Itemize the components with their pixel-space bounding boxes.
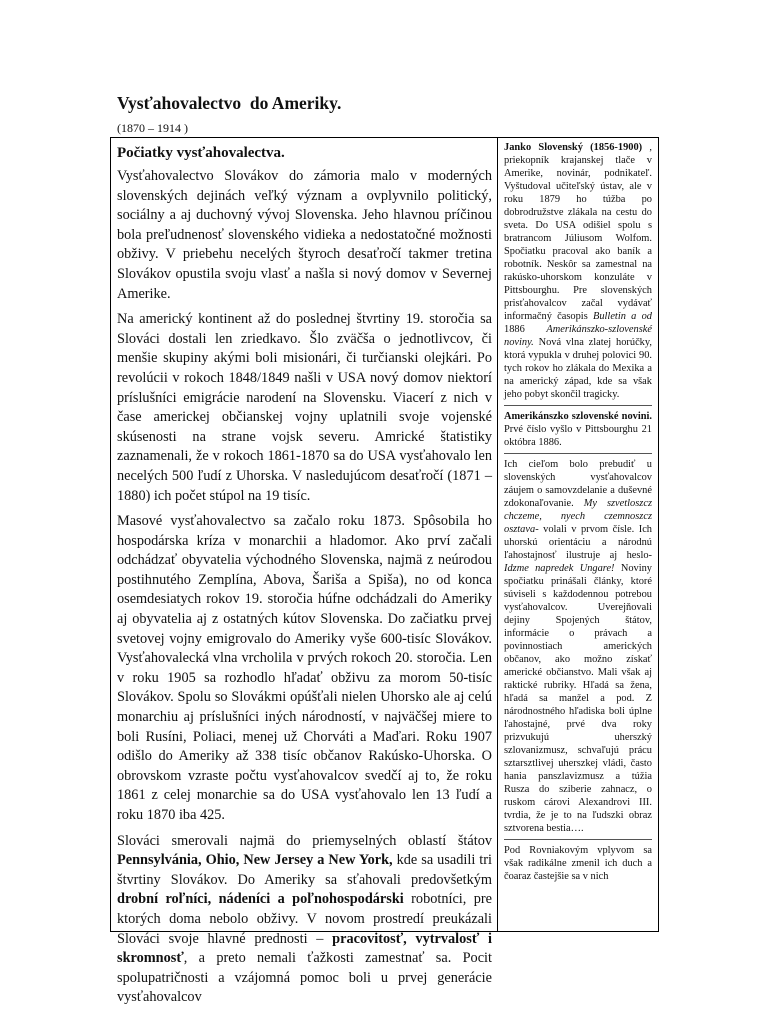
sidebar-column bbox=[498, 138, 658, 931]
sidebar-last: Pod Rovniakovým vplyvom sa však radikálne zmenil ich duch a čoaraz častejšie sa v nich bbox=[504, 839, 652, 883]
aims-motto-1: My szvetloszcz chczeme, nyech czemnoszcz osztava bbox=[504, 498, 652, 535]
bio-name: Janko Slovenský (1856-1900) bbox=[504, 142, 643, 153]
aims-text-b: - volali v prvom čísle. Ich uhorskú orientáciu a národnú ľahostajnosť ilustruje aj heslo- bbox=[504, 524, 652, 561]
news-heading: Amerikánszko szlovenské novini. bbox=[504, 411, 652, 422]
bio-text-c: Nová vlna zlatej horúčky, ktorá vypukla v druhej polovici 90. tych rokov ho zlákala do Mexika a na americký západ, kde sa však jeho pobyt skončil tragicky. bbox=[504, 337, 652, 400]
section-heading: Počiatky vysťahovalectva. bbox=[117, 145, 285, 161]
news-text: Prvé číslo vyšlo v Pittsbourghu 21 októbra 1886. bbox=[504, 424, 652, 448]
paragraph-1: Vysťahovalectvo Slovákov do zámoria malo v moderných slovenských dejinách veľký význam a ovplyvnilo politický, sociálny a aj duchovný vývoj Slovenska. Jeho hlavnou príčinou bola preľudnenosť slovenského vidieka a nedostatočné možnosti obživy. V priebehu necelých štyroch desaťročí takmer tretina Slovákov opustila svoju vlasť a našla si nový domov v Severnej Amerike. bbox=[117, 168, 492, 302]
p4-text-a: Slováci smerovali najmä do priemyselných oblastí štátov bbox=[117, 832, 492, 849]
sidebar-aims bbox=[504, 453, 652, 835]
p4-states: Pennsylvánia, Ohio, New Jersey a New York, bbox=[117, 852, 393, 869]
aims-motto-2: Idzme napredek Ungare! bbox=[504, 563, 615, 574]
bio-magazine: Bulletin a od bbox=[593, 311, 652, 322]
main-column bbox=[111, 138, 498, 1006]
bio-text-b: 1886 bbox=[504, 324, 547, 335]
p4-groups: drobní roľníci, nádeníci a poľnohospodárski bbox=[117, 891, 404, 908]
paragraph-4 bbox=[117, 832, 492, 1008]
paragraph-2: Na americký kontinent až do poslednej štvrtiny 19. storočia sa Slováci dostali len zriedkavo. Šlo zväčša o jednotlivcov, či menšie skupiny akými boli misionári, či turčianski olejkári. Po revolúcii v rokoch 1848/1849 našli v USA nový domov niektorí príslušníci emigrácie narodení na Slovensku. Viacerí z nich v čase americkej občianskej vojny uplatnili svoje vojenské skúsenosti na strane vojsk severu. Amrické štatistiky zaznamenali, že v rokoch 1861-1870 sa do USA vysťahovalo len necelých 500 ľudí z Uhorska. V nasledujúcom desaťročí (1871 – 1880) ich počet stúpol na 19 tisíc. bbox=[117, 311, 492, 504]
bio-text-a: , priekopník krajanskej tlače v Amerike, novinár, podnikateľ. Vyštudoval učiteľský ústav, ale v roku 1879 ho túžba po dobrodružstve zlákala na cestu do sveta. Do USA odišiel spolu s bratrancom Júliusom Wolfom. Spočiatku pracoval ako baník a robotník. Neskôr sa zamestnal na rakúsko-uhorskom konzuláte v Pittsbourghu. Pre slovenských prisťahovalcov začal vydávať informačný časopis bbox=[504, 142, 653, 322]
p4-text-b: kde sa usadili tri štvrtiny Slovákov. Do Ameriky sa sťahovali predovšetkým bbox=[117, 852, 492, 888]
content-table bbox=[110, 137, 659, 1006]
sidebar-newspaper bbox=[504, 405, 652, 449]
paragraph-3: Masové vysťahovalectvo sa začalo roku 1873. Spôsobila ho hospodárska kríza v monarchii a hladomor. Ako prví začali odchádzať obyvatelia východného Slovenska, najmä z neúrodou postihnutého Zemplína, Abova, Šariša a Spiša), no od konca osemdesiatych rokov 19. storočia húfne odchádzali do Ameriky aj obyvatelia aj z ostatných kútov Slovenska. Do začiatku prvej svetovej vojny emigrovalo do Ameriky vyše 600-tisíc Slovákov. Vysťahovalecká vlna vrcholila v prvých rokoch 20. storočia. Len v roku 1905 sa rozhodlo hľadať obživu za morom 50-tisíc Slovákov. Spolu so Slovákmi opúšťali nielen Uhorsko ale aj celú monarchiu aj príslušníci iných národností, v najväčšej miere to boli Rusíni, Poliaci, menej už Chorváti a Maďari. Roku 1907 odišlo do Ameriky až 338 tisíc občanov Rakúsko-Uhorska. O obrovskom vzraste počtu vysťahovalcov svedčí aj to, že roku 1861 z celej monarchie sa do USA vysťahovalo len 13 ľudí a roku 1870 iba 425. bbox=[117, 513, 492, 823]
aims-text-c: Noviny spočiatku prinášali články, ktoré súviseli s každodennou potrebou vysťahovalcov. Uverejňovali dejiny Spojených štátov, informácie o právach a povinnostiach amerických občanov, ako možno získať americké občianstvo. Mali však aj raktické rubriky. Hľadá sa žena, hľadá sa manžel a pod. Z národnostného hľadiska boli úplne ľahostajné, prvé dva roky prizvukujú uherszký szlovanizmusz, schvaľujú prácu sztarsztlivej uherszkej vládi, často hania panszlavizmusz a túžia Rusza do sziberie zahnacz, o ruskom cárovi Alexandrovi III. tvrdia, že je to na ľudszki obraz sztvorena bestia…. bbox=[504, 563, 652, 834]
bio-newspaper: Amerikánszko-szlovenské noviny. bbox=[504, 324, 652, 348]
aims-text-a: Ich cieľom bolo prebudiť u slovenských vysťahovalcov záujem o samovzdelanie a duševné zdokonaľovanie. bbox=[504, 459, 652, 509]
p4-text-d: , a preto nemali ťažkosti zamestnať sa. Pocit spolupatričnosti a vzájomná pomoc boli u prvej generácie vysťahovalcov bbox=[117, 950, 492, 1006]
p4-text-c: robotníci, pre ktorých doma nebolo obživy. V novom prostredí preukázali Slováci svoje hlavné prednosti – bbox=[117, 891, 492, 947]
sidebar-biography bbox=[504, 141, 652, 401]
document-title: Vysťahovalectvo do Ameriky. bbox=[117, 93, 342, 113]
period-subtitle: (1870 – 1914 ) bbox=[117, 121, 188, 135]
p4-virtues: pracovitosť, vytrvalosť i skromnosť bbox=[117, 930, 492, 967]
